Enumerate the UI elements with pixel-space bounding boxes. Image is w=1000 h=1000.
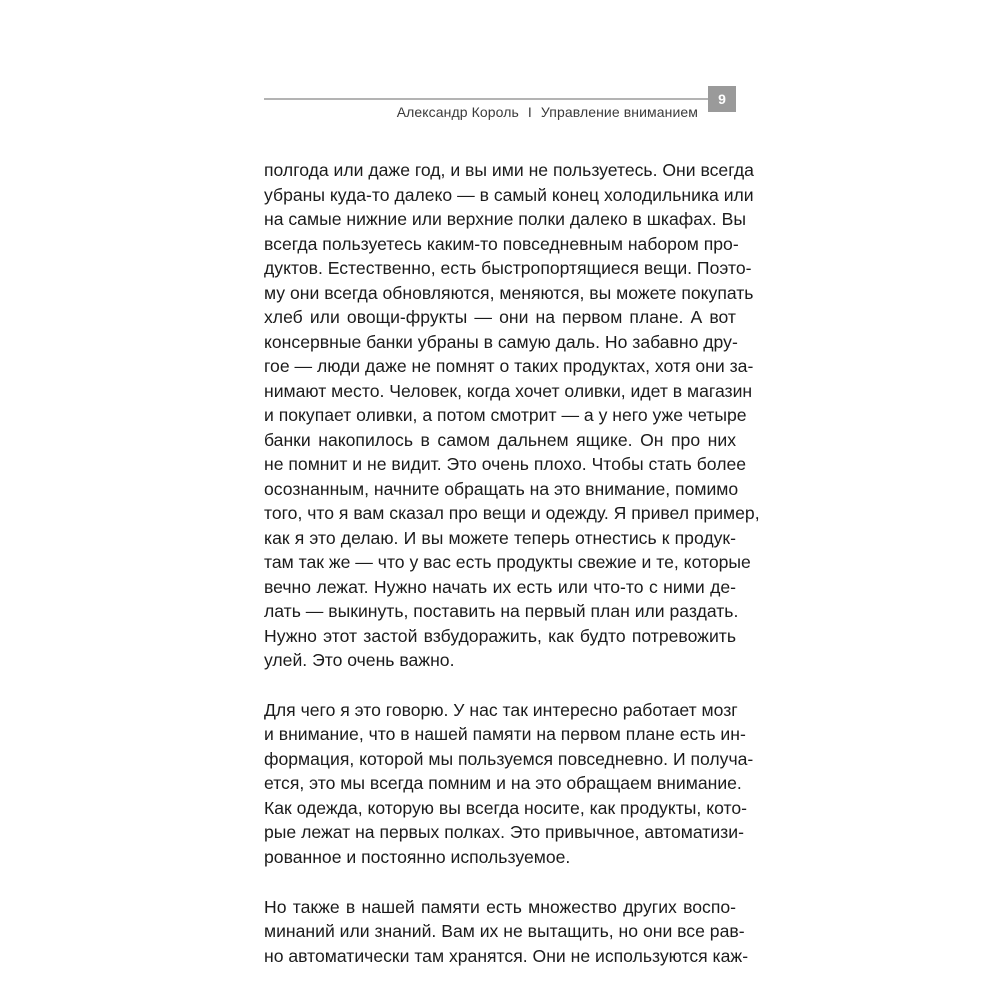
text-line: всегда пользуетесь каким-то повседневным набором про- xyxy=(264,234,739,254)
running-head-title: Управление вниманием xyxy=(540,104,698,120)
text-line: консервные банки убраны в самую даль. Но забавно дру- xyxy=(264,332,738,352)
text-line: но автоматически там хранятся. Они не используются каж- xyxy=(264,946,749,966)
text-line: рые лежат на первых полках. Это привычное, автоматизи- xyxy=(264,822,744,842)
text-line: Как одежда, которую вы всегда носите, как продукты, кото- xyxy=(264,798,747,818)
text-line: рованное и постоянно используемое. xyxy=(264,847,571,867)
header-rule xyxy=(264,98,708,100)
text-line: хлеб или овощи-фрукты — они на первом плане. А вот xyxy=(264,307,736,327)
text-line: и покупает оливки, а потом смотрит — а у него уже четыре xyxy=(264,405,747,425)
text-line: гое — люди даже не помнят о таких продуктах, хотя они за- xyxy=(264,356,754,376)
running-head-separator: I xyxy=(527,104,532,120)
text-line: ется, это мы всегда помним и на это обращаем внимание. xyxy=(264,773,742,793)
text-line: Нужно этот застой взбудоражить, как будто потревожить xyxy=(264,626,736,646)
page-number: 9 xyxy=(708,86,736,112)
running-head-author: Александр Король xyxy=(396,104,519,120)
text-line: того, что я вам сказал про вещи и одежду. Я привел пример, xyxy=(264,503,760,523)
text-line: полгода или даже год, и вы ими не пользуетесь. Они всегда xyxy=(264,160,754,180)
text-line: как я это делаю. И вы можете теперь отнестись к продук- xyxy=(264,528,736,548)
text-line: му они всегда обновляются, меняются, вы можете покупать xyxy=(264,283,754,303)
text-line: там так же — что у вас есть продукты свежие и те, которые xyxy=(264,552,751,572)
running-head xyxy=(397,104,698,120)
text-line: не помнит и не видит. Это очень плохо. Чтобы стать более xyxy=(264,454,747,474)
text-line: нимают место. Человек, когда хочет оливки, идет в магазин xyxy=(264,381,753,401)
text-line: дуктов. Естественно, есть быстропортящиеся вещи. Поэто- xyxy=(264,258,752,278)
text-line: вечно лежат. Нужно начать их есть или что-то с ними де- xyxy=(264,577,736,597)
text-line: улей. Это очень важно. xyxy=(264,650,455,670)
text-line: Но также в нашей памяти есть множество других воспо- xyxy=(264,897,736,917)
text-line: формация, которой мы пользуемся повседневно. И получа- xyxy=(264,749,754,769)
text-line: убраны куда-то далеко — в самый конец холодильника или xyxy=(264,185,754,205)
text-line: Для чего я это говорю. У нас так интересно работает мозг xyxy=(264,700,738,720)
text-line: банки накопилось в самом дальнем ящике. Он про них xyxy=(264,430,736,450)
text-line: минаний или знаний. Вам их не вытащить, но они все рав- xyxy=(264,921,745,941)
text-line: и внимание, что в нашей памяти на первом плане есть ин- xyxy=(264,724,746,744)
text-line: осознанным, начните обращать на это внимание, помимо xyxy=(264,479,739,499)
text-line: на самые нижние или верхние полки далеко в шкафах. Вы xyxy=(264,209,746,229)
text-line: лать — выкинуть, поставить на первый план или раздать. xyxy=(264,601,739,621)
